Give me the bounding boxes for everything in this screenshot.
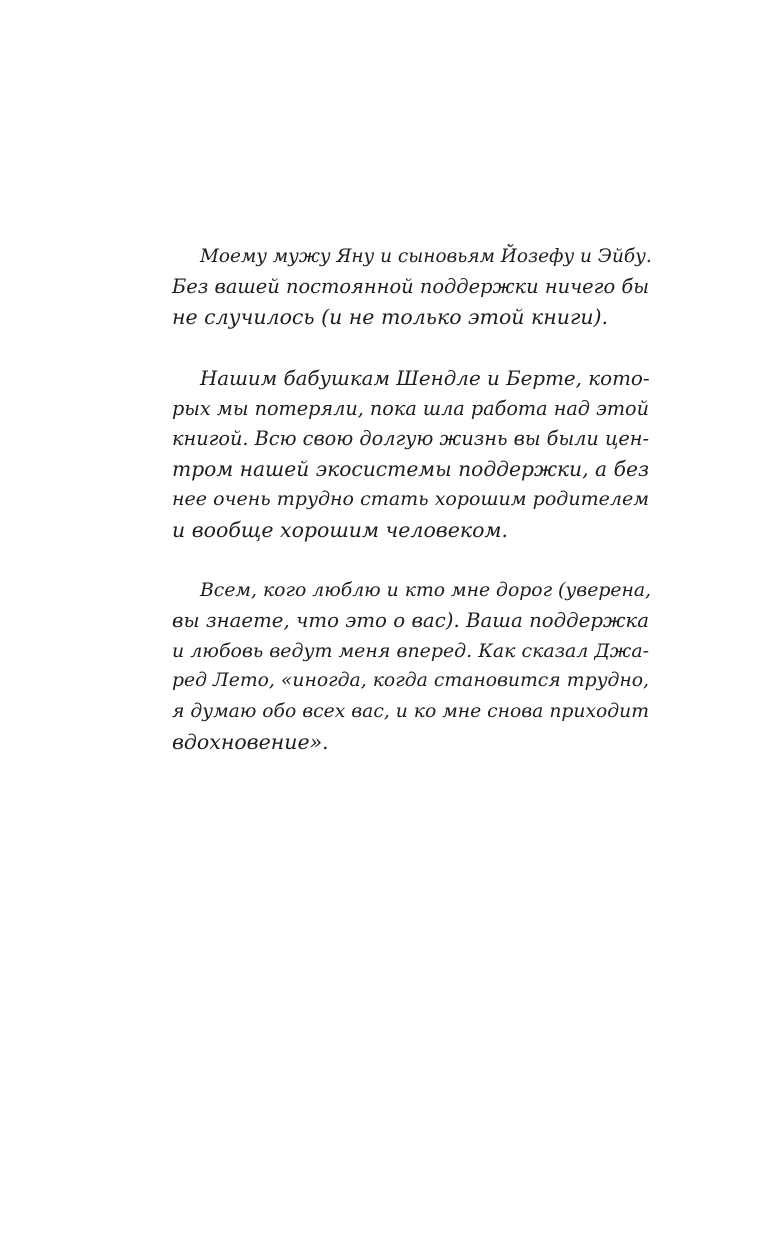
- text-line: вы знаете, что это о вас). Ваша поддержка: [172, 609, 649, 633]
- dedication-paragraph-family: [172, 242, 652, 333]
- text-line: книгой. Всю свою долгую жизнь вы были цен-: [172, 427, 649, 451]
- text-line: я думаю обо всех вас, и ко мне снова приходит: [172, 700, 649, 722]
- text-line: Моему мужу Яну и сыновьям Йозефу и Эйбу.: [200, 246, 652, 267]
- text-line: и вообще хорошим человеком.: [172, 517, 508, 542]
- text-line: тром нашей экосистемы поддержки, а без: [172, 457, 649, 482]
- text-line: Нашим бабушкам Шендле и Берте, кото-: [200, 366, 650, 390]
- text-line: Без вашей постоянной поддержки ничего бы: [172, 275, 649, 299]
- dedication-paragraph-loved-ones: [172, 576, 649, 757]
- text-line: Всем, кого люблю и кто мне дорог (уверена,: [200, 579, 651, 601]
- text-line: не случилось (и не только этой книги).: [172, 305, 609, 330]
- text-line: ред Лето, «иногда, когда становится трудно,: [172, 670, 649, 692]
- text-line: рых мы потеряли, пока шла работа над этой: [172, 396, 649, 420]
- dedication-paragraph-grandmothers: [172, 364, 649, 545]
- text-line: и любовь ведут меня вперед. Как сказал Джа-: [172, 640, 649, 663]
- text-line: вдохновение».: [172, 729, 329, 754]
- text-line: нее очень трудно стать хорошим родителем: [172, 488, 649, 511]
- dedication-text: [172, 242, 652, 788]
